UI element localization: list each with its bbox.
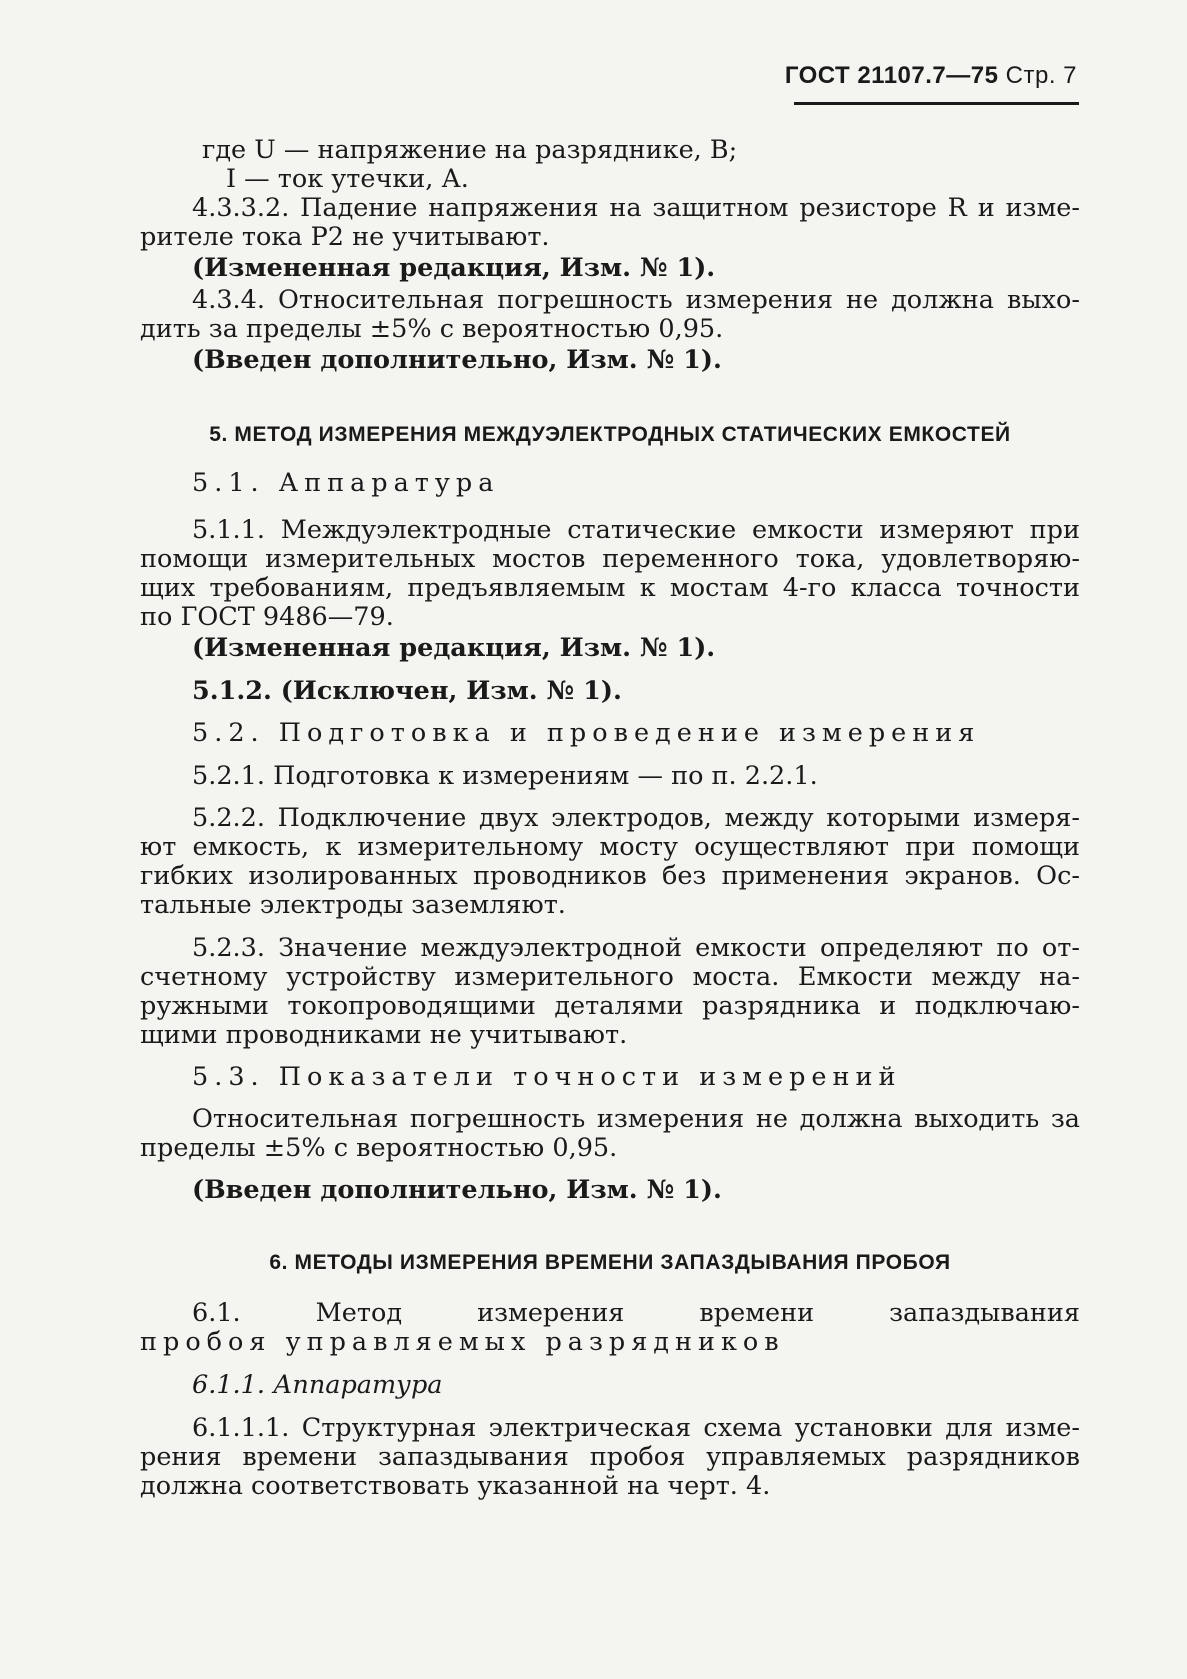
amendment-note: (Введен дополнительно, Изм. № 1). (192, 1175, 722, 1205)
text-line: Относительная погрешность измерения не должна выходить за (192, 1104, 1080, 1134)
text-line: где U — напряжение на разряднике, В; (202, 135, 738, 165)
document-id: ГОСТ 21107.7—75 (784, 62, 999, 89)
section-heading-6: 6. МЕТОДЫ ИЗМЕРЕНИЯ ВРЕМЕНИ ЗАПАЗДЫВАНИЯ ПРОБОЯ (269, 1251, 951, 1274)
page-header (785, 62, 1077, 96)
text-line: I — ток утечки, А. (226, 164, 469, 194)
subsection-heading: 6.1. Метод измерения времени запаздывания (192, 1298, 1080, 1328)
text-line: ют емкость, к измерительному мосту осуществляют при помощи (140, 832, 1080, 862)
amendment-note: 5.1.2. (Исключен, Изм. № 1). (192, 676, 622, 706)
text-line: по ГОСТ 9486—79. (140, 602, 394, 632)
text-line: 5.2.2. Подключение двух электродов, между которыми измеря- (192, 803, 1080, 833)
text-line: щими проводниками не учитывают. (140, 1020, 628, 1050)
text-line: 5.1.1. Междуэлектродные статические емкости измеряют при (192, 515, 1080, 545)
text-line: щих требованиям, предъявляемым к мостам 4-го класса точности (140, 573, 1080, 603)
text-line: 4.3.4. Относительная погрешность измерения не должна выхо- (192, 285, 1080, 315)
header-rule (794, 102, 1079, 105)
text-line: должна соответствовать указанной на черт. 4. (140, 1471, 771, 1501)
text-line: рителе тока P2 не учитывают. (140, 222, 550, 252)
text-line: ружными токопроводящими деталями разрядника и подключаю- (140, 991, 1080, 1021)
text-line: счетному устройству измерительного моста. Емкости между на- (140, 962, 1080, 992)
page-number: Стр. 7 (1005, 62, 1077, 89)
text-line: 6.1.1.1. Структурная электрическая схема установки для изме- (192, 1413, 1080, 1443)
text-line: гибких изолированных проводников без применения экранов. Ос- (140, 861, 1080, 891)
text-line: 5.2.1. Подготовка к измерениям — по п. 2.2.1. (192, 761, 818, 791)
subsection-heading: 6.1.1. Аппаратура (192, 1370, 443, 1400)
text-line: рения времени запаздывания пробоя управляемых разрядников (140, 1442, 1080, 1472)
subsection-heading: пробоя управляемых разрядников (140, 1327, 785, 1357)
text-line: пределы ±5% с вероятностью 0,95. (140, 1133, 618, 1163)
text-line: дить за пределы ±5% с вероятностью 0,95. (140, 314, 724, 344)
text-line: 5.2.3. Значение междуэлектродной емкости определяют по от- (192, 933, 1080, 963)
text-line: 4.3.3.2. Падение напряжения на защитном резисторе R и изме- (192, 193, 1080, 223)
amendment-note: (Измененная редакция, Изм. № 1). (192, 253, 716, 283)
subsection-heading: 5.1. Аппаратура (192, 468, 500, 498)
subsection-heading: 5.2. Подготовка и проведение измерения (192, 718, 981, 748)
amendment-note: (Введен дополнительно, Изм. № 1). (192, 345, 722, 375)
amendment-note: (Измененная редакция, Изм. № 1). (192, 633, 716, 663)
text-line: тальные электроды заземляют. (140, 890, 566, 920)
text-line: помощи измерительных мостов переменного тока, удовлетворяю- (140, 544, 1080, 574)
subsection-heading: 5.3. Показатели точности измерений (192, 1062, 902, 1092)
section-heading-5: 5. МЕТОД ИЗМЕРЕНИЯ МЕЖДУЭЛЕКТРОДНЫХ СТАТИЧЕСКИХ ЕМКОСТЕЙ (209, 423, 1011, 446)
